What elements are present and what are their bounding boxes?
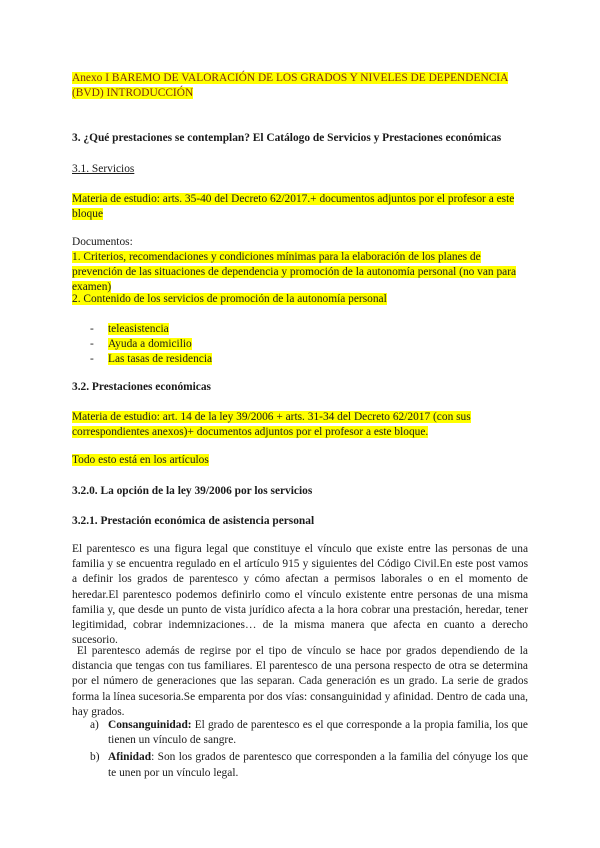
annex-title-block (72, 71, 528, 101)
doc-2-block (72, 292, 528, 307)
list-item: - teleasistencia (72, 322, 528, 337)
materia-3-1: Materia de estudio: arts. 35-40 del Decreto 62/2017.+ documentos adjuntos por el profesor a este bloque (72, 193, 515, 221)
documentos-label: Documentos: (72, 236, 133, 248)
kinship-list (72, 718, 528, 781)
dash-bullet: - (90, 338, 94, 350)
paragraph-2: El parentesco además de regirse por el tipo de vínculo se hace por grados dependiendo de la distancia que tengas con tus familiares. El parentesco de una persona respecto de otra se determina por el número de generaciones que las separan. Cada generación es un grado. La serie de grados forma la línea sucesoria.Se emparenta por dos vías: consanguinidad y afinidad. Dentro de cada una, hay grados. (72, 645, 531, 718)
list-item: b) Afinidad: Son los grados de parentesco que corresponden a la familia del cónyuge los que te unen por un vínculo legal. (90, 751, 528, 779)
todo-esto: Todo esto está en los artículos (72, 454, 209, 466)
section-3-2-1-heading: 3.2.1. Prestación económica de asistencia personal (72, 515, 315, 527)
section-3-heading: 3. ¿Qué prestaciones se contemplan? El Catálogo de Servicios y Prestaciones económicas (72, 132, 502, 144)
materia-3-2: Materia de estudio: art. 14 de la ley 39/2006 + arts. 31-34 del Decreto 62/2017 (con sus correspondientes anexos)+ documentos adjuntos por el profesor a este bloque. (72, 411, 471, 439)
annex-title: Anexo I BAREMO DE VALORACIÓN DE LOS GRADOS Y NIVELES DE DEPENDENCIA (BVD) INTRODUCCIÓN (72, 72, 509, 100)
dash-bullet: - (90, 323, 94, 335)
dash-bullet: - (90, 353, 94, 365)
list-item: - Ayuda a domicilio (72, 337, 528, 352)
list-item: a) Consanguinidad: El grado de parentesco es el que corresponde a la propia familia, los que tienen un vínculo de sangre. (90, 719, 528, 747)
doc-1-block (72, 250, 528, 296)
services-list (72, 322, 528, 367)
section-3-2-heading: 3.2. Prestaciones económicas (72, 381, 211, 393)
list-term: Consanguinidad: (108, 719, 192, 731)
services-list-block (72, 322, 528, 367)
section-3-1-heading: 3.1. Servicios (72, 163, 135, 175)
doc-1: 1. Criterios, recomendaciones y condiciones mínimas para la elaboración de los planes de prevención de las situaciones de dependencia y promoción de la autonomía personal (no van para examen) (72, 251, 517, 294)
alpha-list-block (72, 718, 528, 783)
materia-3-2-block (72, 410, 528, 440)
section-3-2-0-heading: 3.2.0. La opción de la ley 39/2006 por los servicios (72, 485, 313, 497)
doc-2: 2. Contenido de los servicios de promoción de la autonomía personal (72, 293, 387, 305)
list-item: - Las tasas de residencia (72, 352, 528, 367)
todo-esto-block (72, 453, 528, 468)
materia-3-1-block (72, 192, 528, 222)
paragraph-1: El parentesco es una figura legal que constituye el vínculo que existe entre las personas de una familia y se encuentra regulado en el artículo 915 y siguientes del Código Civil.En este post vamos a definir los grados de parentesco y cómo afectan a permisos laborales o en el momento de heredar.El parentesco podemos definirlo como el vínculo existente entre personas de una misma familia y, que desde un punto de vista jurídico afecta a la hora cobrar una prestación, heredar, tener legitimidad, cobrar indemnizaciones… de la misma manera que afecta en cuanto a derecho sucesorio. (72, 543, 528, 647)
list-term: Afinidad (108, 751, 152, 764)
